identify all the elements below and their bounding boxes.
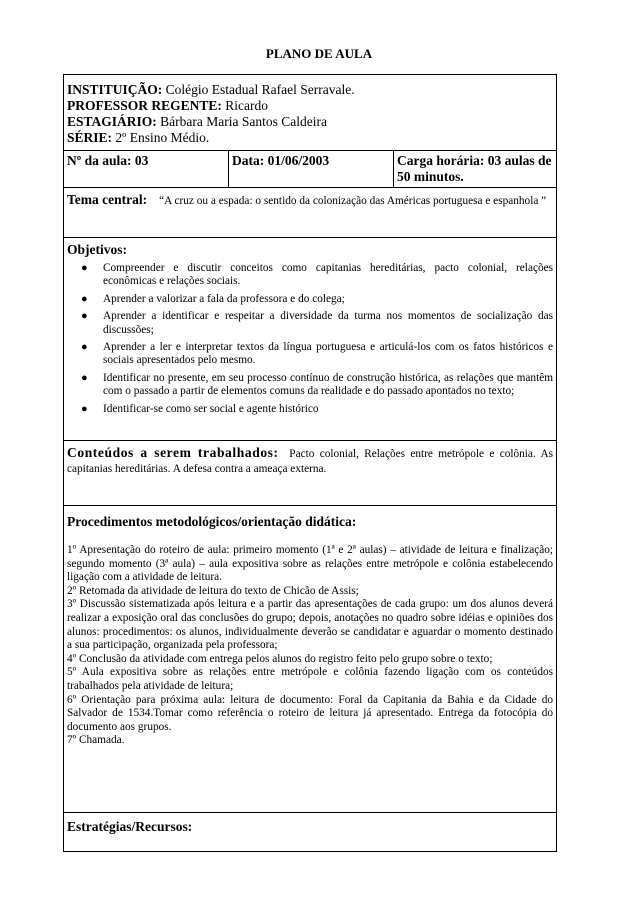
bullet-icon: ● xyxy=(81,292,88,305)
estagiario-line xyxy=(67,114,553,130)
bullet-icon: ● xyxy=(81,341,88,354)
tema-label: Tema central: xyxy=(67,192,148,207)
carga-cell xyxy=(394,151,557,188)
estagiario-label: ESTAGIÁRIO: xyxy=(67,114,157,129)
objetivo-text: Aprender a ler e interpretar textos da língua portuguesa e articulá-los com os fatos históricos e sociais apresentados pelo mesmo. xyxy=(103,341,554,367)
tema-row xyxy=(64,188,557,238)
lesson-plan-table xyxy=(63,74,557,852)
bullet-icon: ● xyxy=(81,402,88,415)
objetivo-text: Identificar no presente, em seu processo contínuo de construção histórica, as relações que mantêm com o passado a partir de elementos comuns da realidade e do passado apontados no texto; xyxy=(103,371,554,398)
conteudos-text: Pacto colonial, Relações entre metrópole e colônia. As capitanias hereditárias. A defesa contra a ameaça externa. xyxy=(67,448,554,475)
professor-label: PROFESSOR REGENTE: xyxy=(67,98,222,113)
procedimento-paragraph: 1º Apresentação do roteiro de aula: primeiro momento (1ª e 2ª aulas) – atividade de leitura e finalização; segundo momento (3ª aula) – aula expositiva sobre as relações entre metrópole e colônia estabelecendo ligação com a atividade de leitura. xyxy=(67,544,554,584)
procedimentos-label: Procedimentos metodológicos/orientação didática: xyxy=(67,514,357,529)
conteudos-label: Conteúdos a serem trabalhados: xyxy=(67,445,279,460)
instituicao-value: Colégio Estadual Rafael Serravale. xyxy=(165,82,355,97)
estrategias-row xyxy=(64,813,557,852)
instituicao-label: INSTITUIÇÃO: xyxy=(67,82,163,97)
objetivos-label: Objetivos: xyxy=(67,242,127,257)
list-item xyxy=(81,292,553,306)
professor-value: Ricardo xyxy=(225,98,269,113)
bullet-icon: ● xyxy=(81,262,88,274)
data-cell xyxy=(229,151,394,188)
objetivo-text: Compreender e discutir conceitos como capitanias hereditárias, pacto colonial, relações econômicas e relações sociais. xyxy=(103,262,554,288)
info-row xyxy=(64,151,557,188)
estrategias-cell xyxy=(64,813,557,852)
objetivos-cell xyxy=(64,238,557,441)
lesson-date: Data: 01/06/2003 xyxy=(232,153,330,168)
serie-value: 2º Ensino Médio. xyxy=(115,130,210,145)
objetivos-row xyxy=(64,238,557,441)
procedimento-paragraph: 5º Aula expositiva sobre as relações entre metrópole e colônia fazendo ligação com os conteúdos trabalhados pela atividade de leitura; xyxy=(67,666,554,692)
conteudos-cell xyxy=(64,441,557,506)
tema-text: “A cruz ou a espada: o sentido da colonização das Américas portuguesa e espanhola ” xyxy=(159,195,547,207)
procedimentos-row xyxy=(64,506,557,813)
objetivo-text: Aprender a identificar e respeitar a diversidade da turma nos momentos de socialização das discussões; xyxy=(103,310,554,336)
list-item xyxy=(81,341,554,368)
serie-line xyxy=(67,130,553,146)
page-title: PLANO DE AULA xyxy=(265,46,373,61)
serie-label: SÉRIE: xyxy=(67,130,113,145)
tema-cell xyxy=(64,188,557,238)
aula-cell xyxy=(64,151,229,188)
objetivo-text: Aprender a valorizar a fala da professora e do colega; xyxy=(103,292,345,305)
header-row xyxy=(64,75,557,151)
procedimento-paragraph: 7º Chamada. xyxy=(67,734,125,747)
list-item xyxy=(81,310,554,337)
list-item xyxy=(81,262,554,289)
instituicao-line xyxy=(67,82,553,98)
procedimento-paragraph: 6º Orientação para próxima aula: leitura de documento: Foral da Capitania da Bahia e da Cidade do Salvador de 1534.Tomar como referência o roteiro de leitura já apresentado. Entrega da fotocópia do documento aos grupos. xyxy=(67,693,554,733)
procedimento-paragraph: 3º Discussão sistematizada após leitura e a partir das apresentações de cada grupo: um dos alunos deverá realizar a exposição oral das conclusões do grupo; depois, anotações no quadro sobre idéias e opiniões dos alunos: procedimentos: os alunos, individualmente deverão se candidatar e aguardar o momento destinado a sua participação, organizada pela professora; xyxy=(67,598,554,652)
procedimento-paragraph: 2º Retomada da atividade de leitura do texto de Chicão de Assis; xyxy=(67,584,359,597)
workload: Carga horária: 03 aulas de 50 minutos. xyxy=(397,153,552,184)
list-item xyxy=(81,402,553,416)
estrategias-label: Estratégias/Recursos: xyxy=(67,819,193,834)
aula-number: Nº da aula: 03 xyxy=(67,153,149,168)
bullet-icon: ● xyxy=(81,371,88,384)
procedimentos-cell xyxy=(64,506,557,813)
objetivos-list xyxy=(67,262,553,416)
estagiario-value: Bárbara Maria Santos Caldeira xyxy=(160,114,327,129)
professor-line xyxy=(67,98,553,114)
bullet-icon: ● xyxy=(81,310,88,323)
procedimento-paragraph: 4º Conclusão da atividade com entrega pelos alunos do registro feito pelo grupo sobre o texto; xyxy=(67,652,493,665)
header-cell xyxy=(64,75,557,151)
objetivo-text: Identificar-se como ser social e agente histórico xyxy=(103,402,319,415)
conteudos-row xyxy=(64,441,557,506)
list-item xyxy=(81,371,554,399)
